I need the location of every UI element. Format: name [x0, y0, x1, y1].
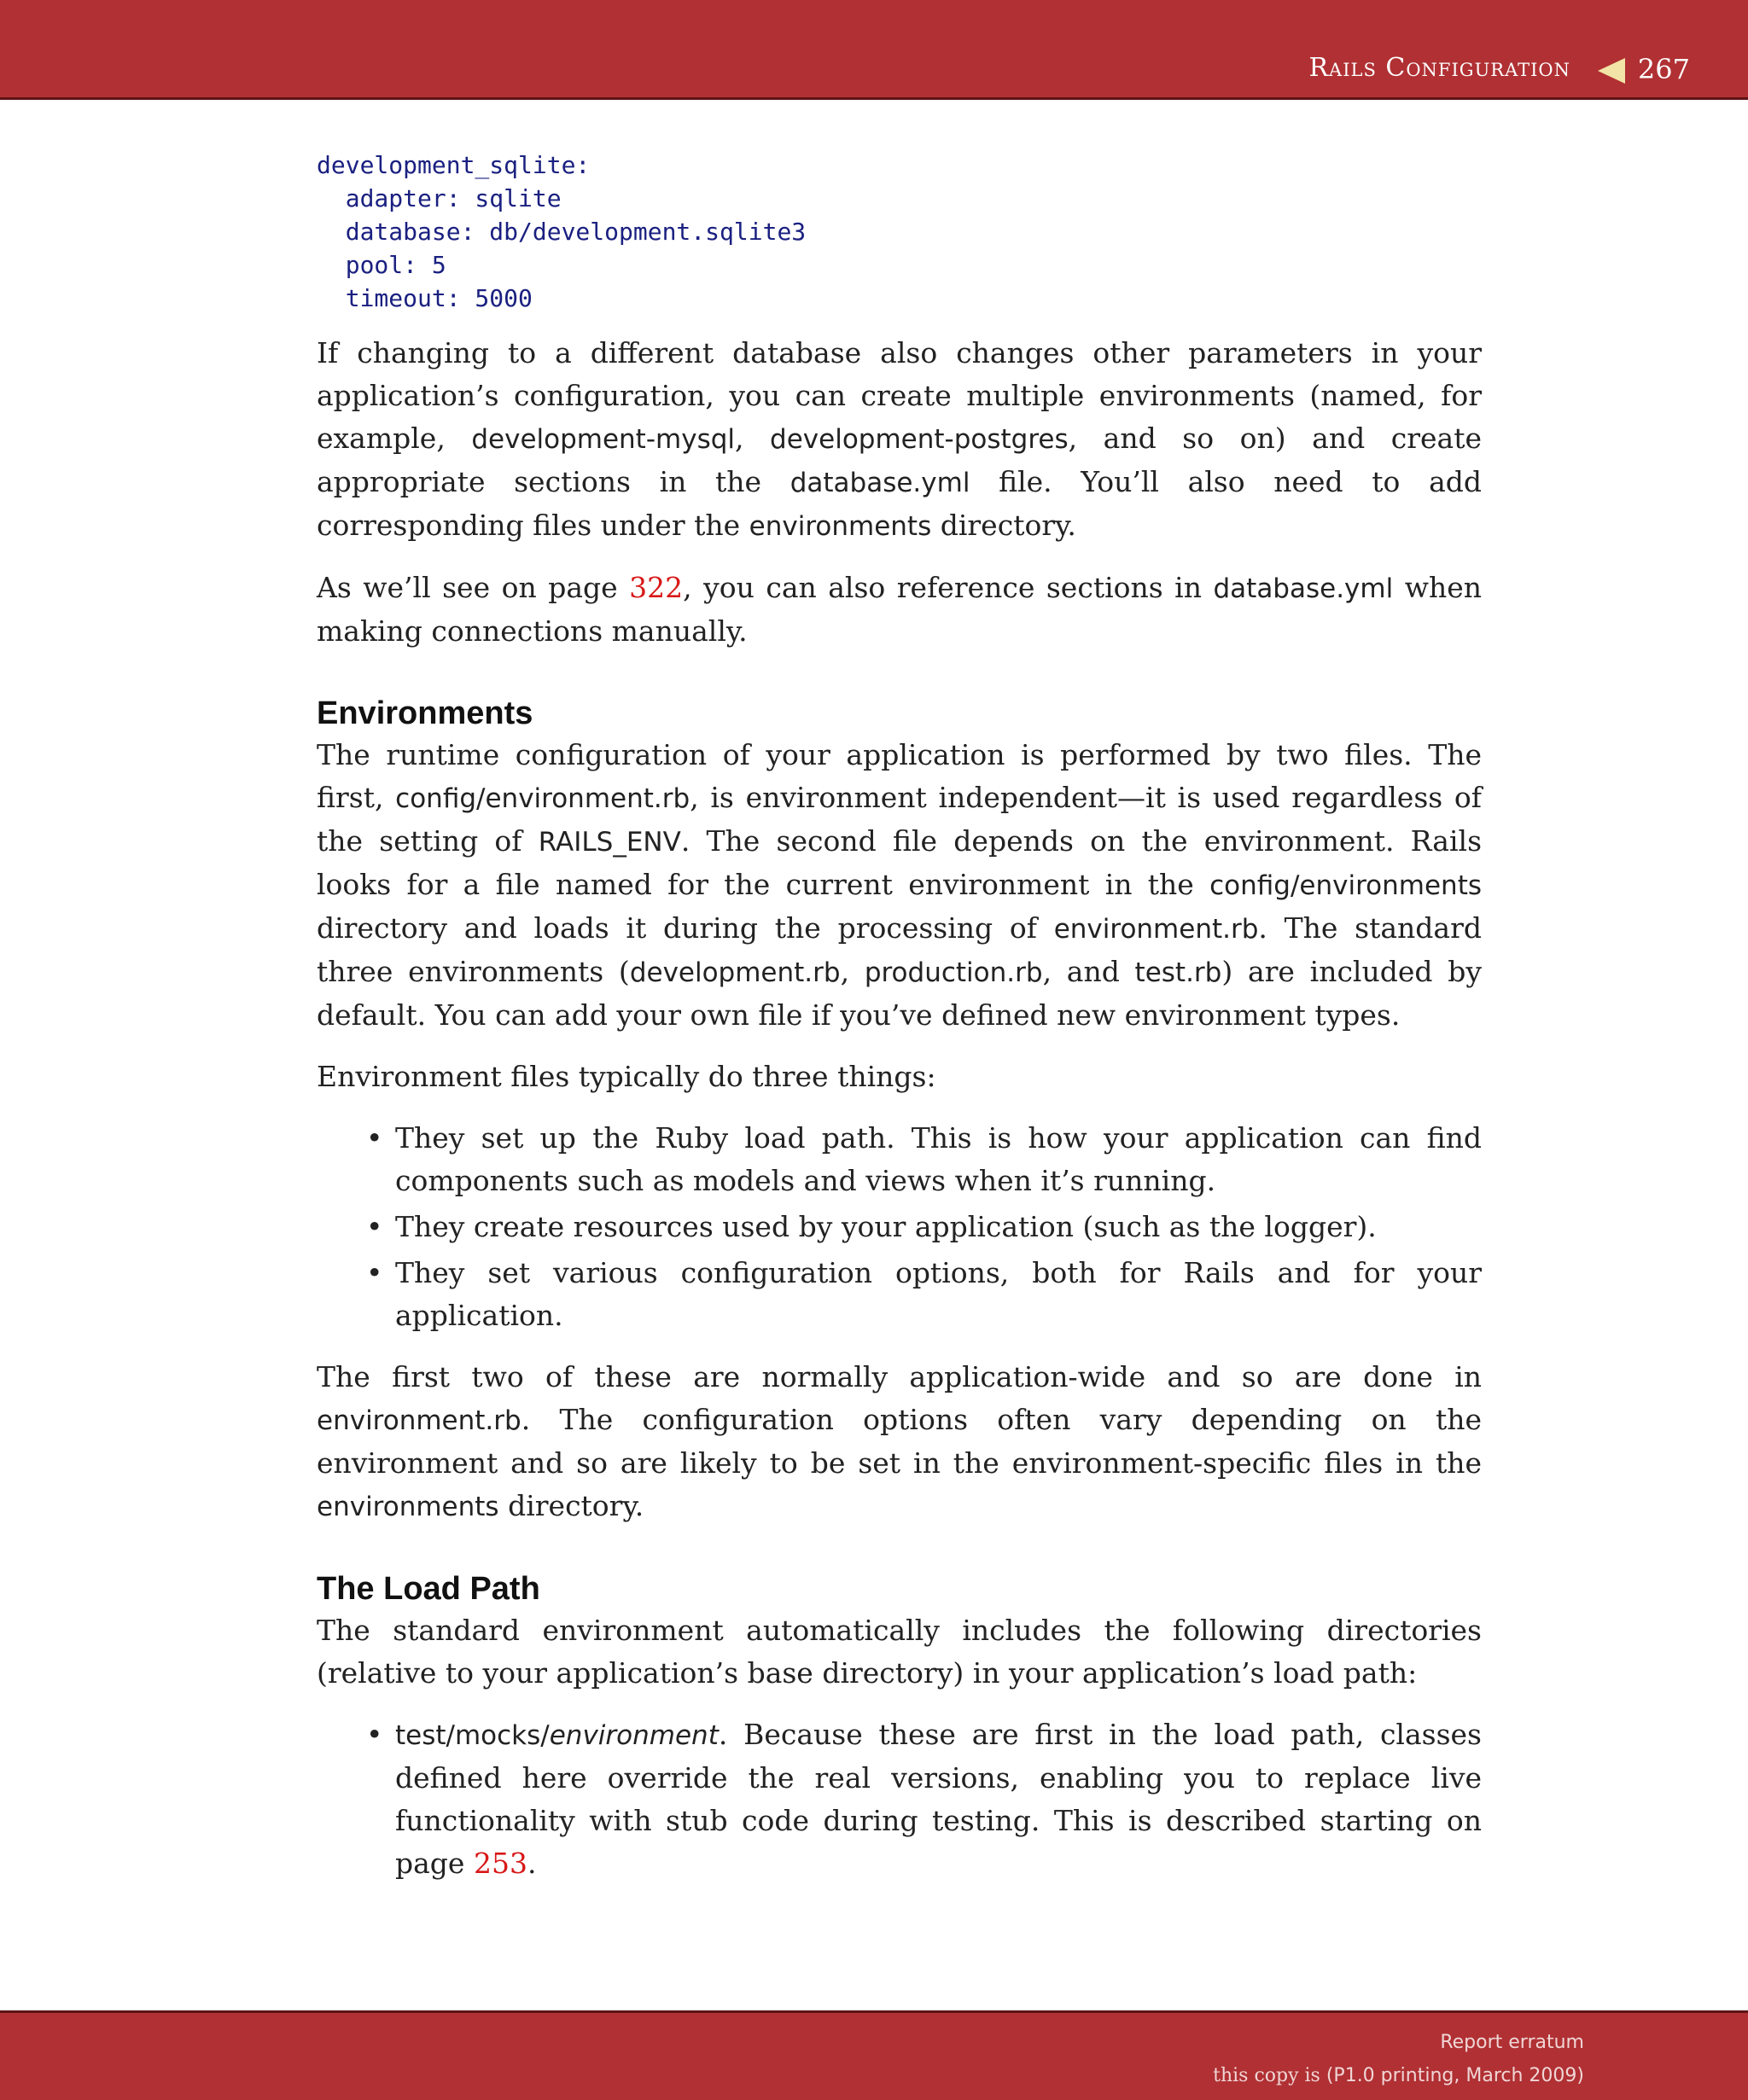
inline-code: config/environments — [1209, 870, 1482, 901]
inline-code: test.rb — [1134, 957, 1222, 988]
paragraph: Environment files typically do three things: — [317, 1060, 936, 1093]
bullet-list — [317, 1117, 1482, 1337]
inline-code: development-mysql — [471, 424, 736, 455]
list-item: • They set up the Ruby load path. This is how your application can find components such as models and views when it’s running. — [395, 1117, 1482, 1202]
inline-code: environment.rb — [317, 1405, 521, 1436]
code-block: development_sqlite: adapter: sqlite database: db/development.sqlite3 pool: 5 timeout: 5000 — [317, 151, 807, 312]
bullet-list — [317, 1713, 1482, 1885]
page-link[interactable]: 322 — [629, 571, 684, 604]
report-erratum-link[interactable]: Report erratum — [1440, 2032, 1584, 2053]
list-item: • test/mocks/environment. Because these are first in the load path, classes defined here override the real versions, enabling you to replace live functionality with stub code during testing. This is described starting on page 253. — [395, 1713, 1482, 1885]
inline-code: RAILS_ENV — [538, 827, 681, 858]
inline-code: development.rb — [629, 957, 841, 988]
paragraph: The first two of these are normally application-wide and so are done in environment.rb. The configuration options often vary depending on the environment and so are likely to be set in the environment-specific files in the environments directory. — [317, 1360, 1482, 1522]
inline-code: config/environment.rb — [395, 783, 690, 814]
list-item: • They create resources used by your application (such as the logger). — [395, 1206, 1482, 1248]
chapter-title: Rails Configuration — [1308, 53, 1570, 83]
page-link[interactable]: 253 — [473, 1847, 527, 1880]
inline-code: database.yml — [790, 468, 970, 498]
page-content — [317, 148, 1482, 1904]
inline-code: development-postgres — [770, 424, 1069, 455]
paragraph: As we’ll see on page 322, you can also reference sections in database.yml when making connections manually. — [317, 571, 1482, 648]
section-heading: Environments — [317, 695, 533, 731]
inline-code: database.yml — [1213, 573, 1394, 604]
paragraph: If changing to a different database also changes other parameters in your application’s configuration, you can create multiple environments (named, for example, development-mysql, development-postgres, and so on) and create appropriate sections in the database.yml file. You’ll also need to add corresponding files under the environments directory. — [317, 336, 1482, 542]
inline-code: environments — [317, 1492, 499, 1522]
section-heading: The Load Path — [317, 1571, 540, 1607]
inline-code: environments — [749, 511, 932, 542]
paragraph: The runtime configuration of your application is performed by two files. The first, config/environment.rb, is environment independent—it is used regardless of the setting of RAILS_ENV. The second file depends on the environment. Rails looks for a file named for the current environment in the config/environments directory and loads it during the processing of environment.rb. The standard three environments (development.rb, production.rb, and test.rb) are included by default. You can add your own file if you’ve defined new environment types. — [317, 738, 1483, 1032]
inline-code: environment.rb — [1053, 914, 1259, 945]
paragraph: The standard environment automatically includes the following directories (relative to your application’s base directory) in your application’s load path: — [317, 1614, 1482, 1690]
page-header — [0, 0, 1748, 100]
copy-info: this copy is (P1.0 printing, March 2009) — [1213, 2065, 1584, 2086]
page-number: 267 — [1637, 53, 1690, 85]
arrow-left-icon — [1598, 58, 1625, 84]
inline-code: test/mocks/ — [395, 1720, 550, 1751]
inline-code: production.rb — [864, 957, 1043, 988]
inline-code-italic: environment — [549, 1720, 719, 1751]
list-item: • They set various configuration options, both for Rails and for your application. — [395, 1252, 1482, 1337]
page-footer — [0, 2010, 1748, 2100]
